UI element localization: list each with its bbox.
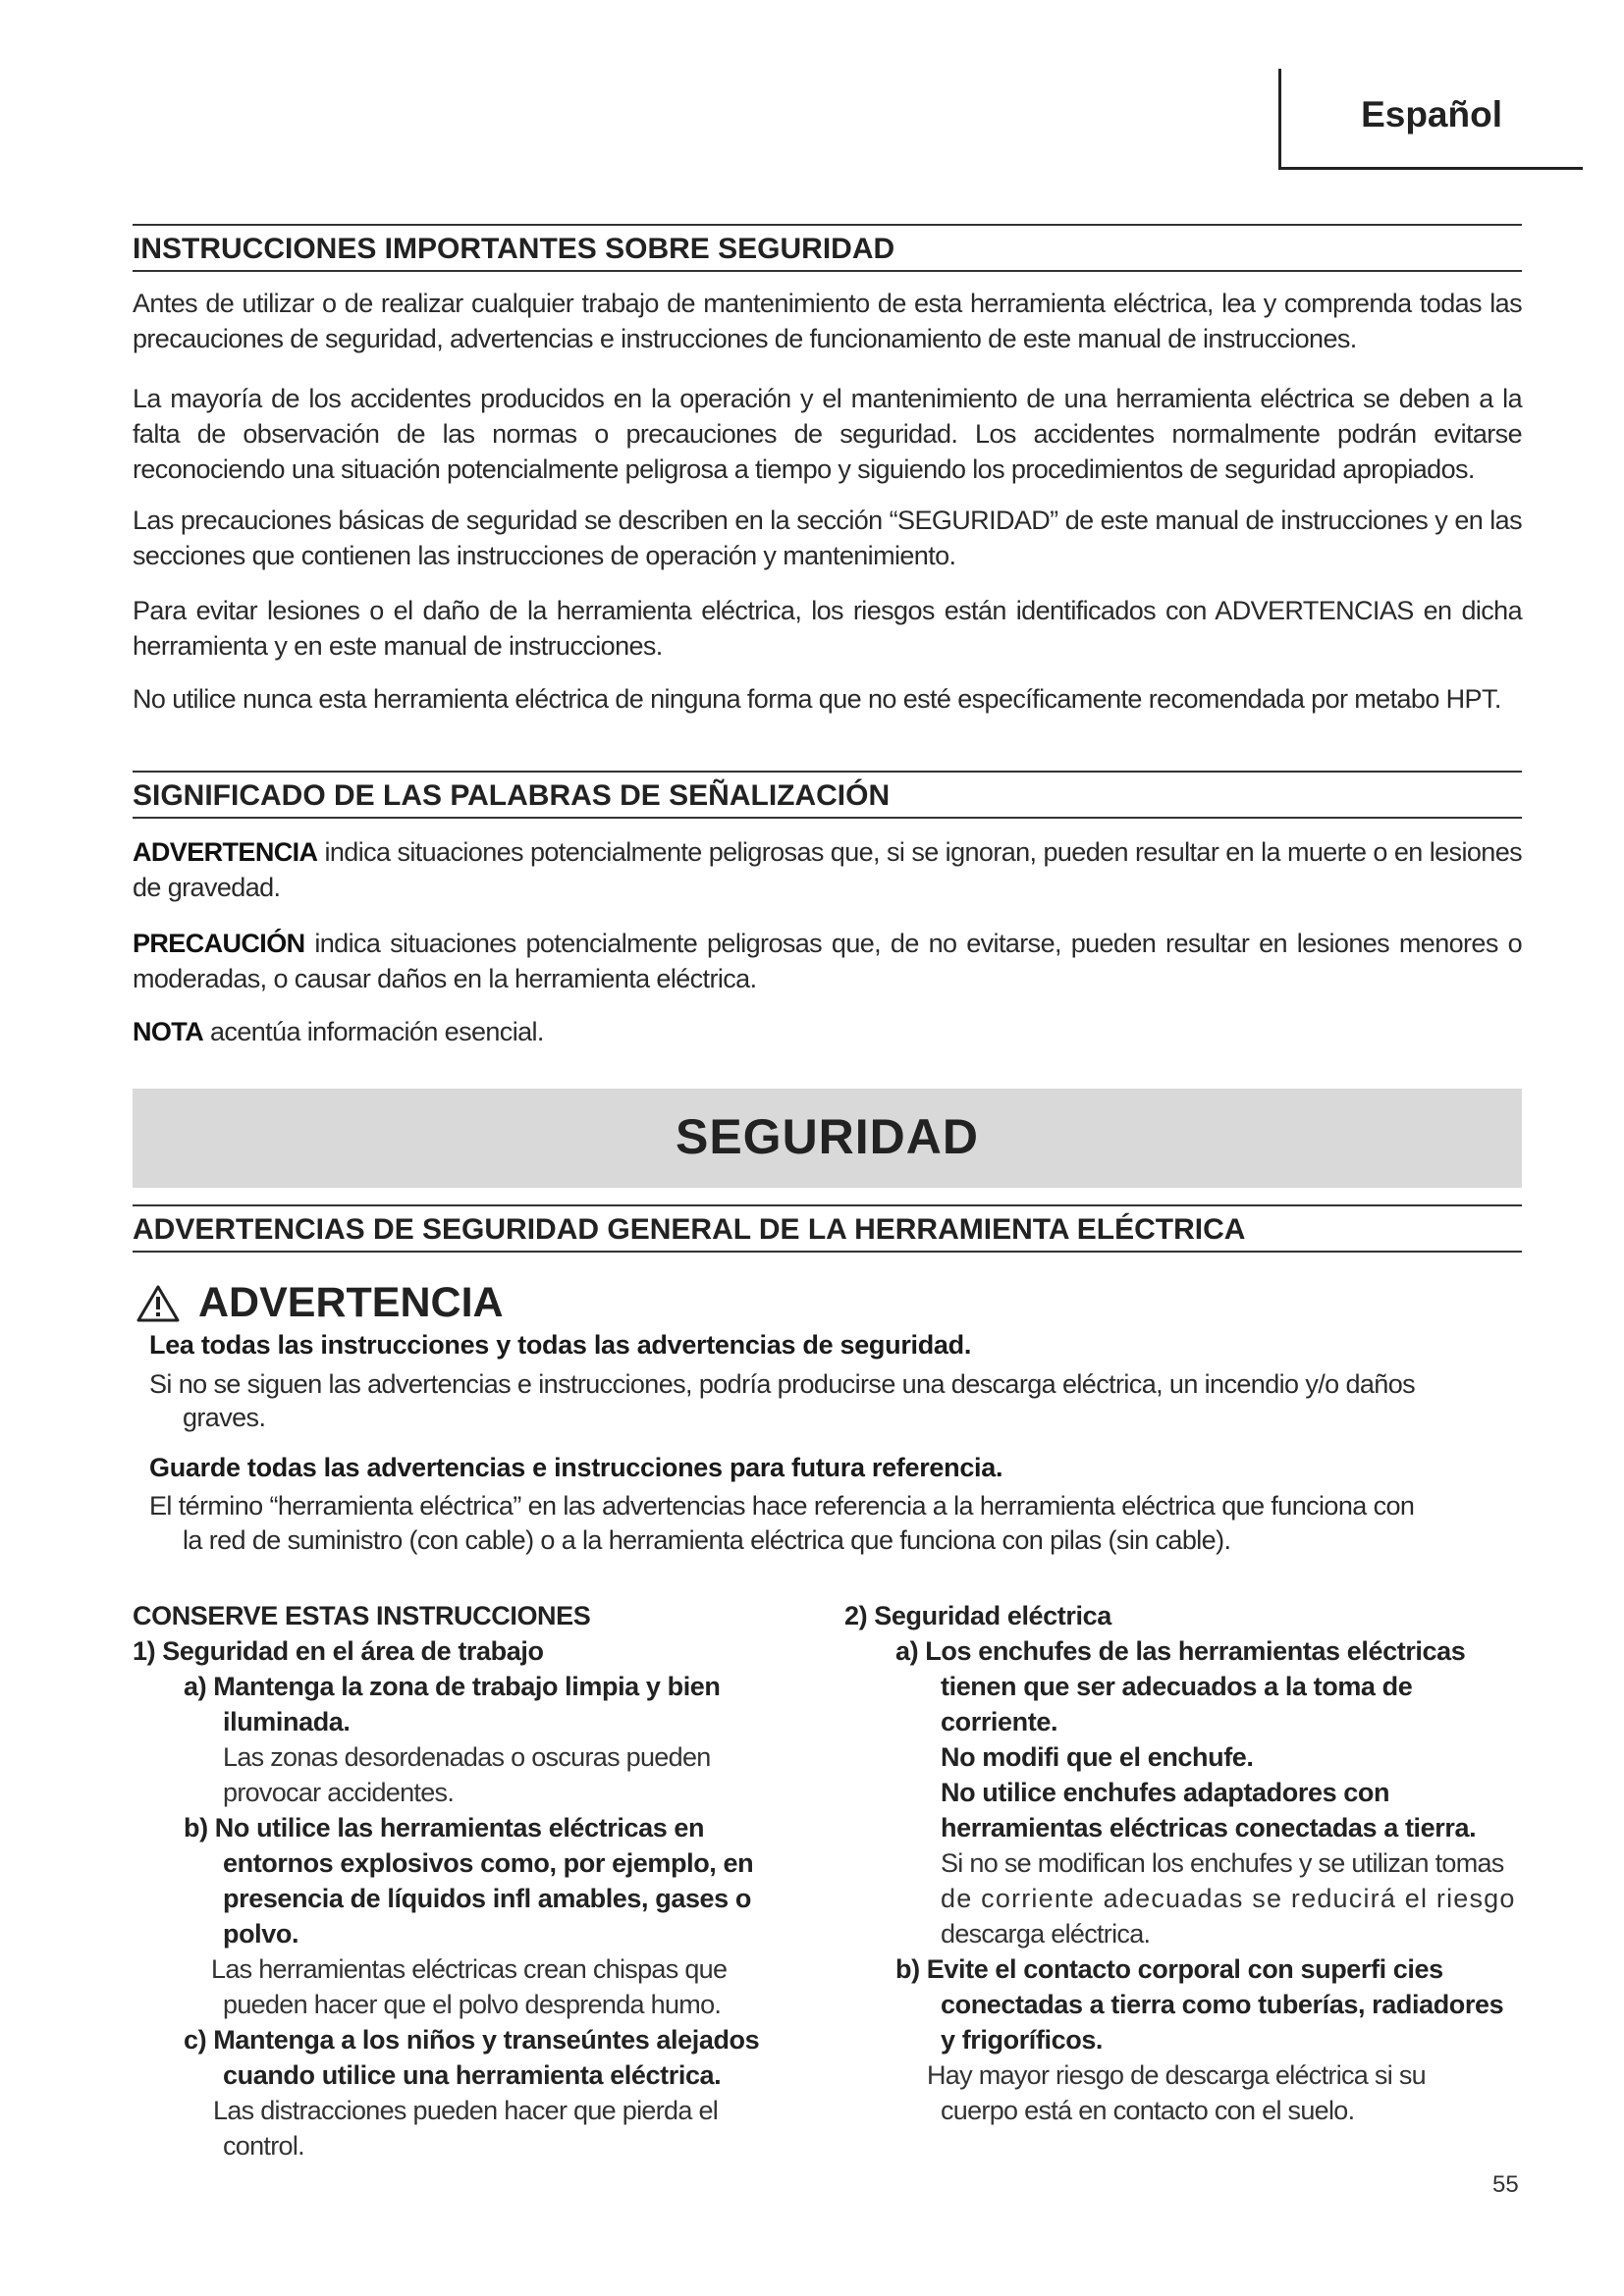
item-a-heading-line1: a) Mantenga la zona de trabajo limpia y bien xyxy=(184,1672,721,1701)
definition-precaucion: indica situaciones potencialmente peligrosas que, de no evitarse, pueden resultar en lesiones menores o moderadas, o causar daños en la herramienta eléctrica. xyxy=(133,929,1522,993)
item2-b-heading-line1: b) Evite el contacto corporal con superfi cies xyxy=(895,1954,1443,1984)
item-b-heading-line2: entornos explosivos como, por ejemplo, en xyxy=(223,1848,754,1878)
item2-a-text-line1: Si no se modifican los enchufes y se utilizan tomas xyxy=(941,1848,1504,1878)
term-precaucion: PRECAUCIÓN xyxy=(133,929,305,958)
item2-b-text-line1: Hay mayor riesgo de descarga eléctrica si su xyxy=(927,2060,1426,2090)
term-advertencia: ADVERTENCIA xyxy=(133,837,318,867)
warning-triangle-icon xyxy=(135,1284,181,1323)
section-heading-signal-words: SIGNIFICADO DE LAS PALABRAS DE SEÑALIZACIÓN xyxy=(133,771,1522,819)
save-all-warnings: Guarde todas las advertencias e instrucciones para futura referencia. xyxy=(149,1453,1003,1482)
item-b-heading-line1: b) No utilice las herramientas eléctricas en xyxy=(184,1813,705,1842)
page-number: 55 xyxy=(1492,2171,1519,2198)
language-label: Español xyxy=(1361,94,1502,134)
banner-title: SEGURIDAD xyxy=(675,1109,980,1164)
section-heading-important-safety: INSTRUCCIONES IMPORTANTES SOBRE SEGURIDAD xyxy=(133,224,1522,272)
item2-a-heading-line4: No modifi que el enchufe. xyxy=(941,1742,1254,1772)
paragraph-intro: Antes de utilizar o de realizar cualquier trabajo de mantenimiento de esta herramienta eléctrica, lea y comprenda todas las precauciones de seguridad, advertencias e instrucciones de funcionamiento de este manual de instrucciones. xyxy=(133,289,1522,353)
paragraph-advertencia-definition xyxy=(133,834,1522,905)
read-all-instructions: Lea todas las instrucciones y todas las advertencias de seguridad. xyxy=(149,1330,972,1360)
paragraph-basic-precautions: Las precauciones básicas de seguridad se describen en la sección “SEGURIDAD” de este manual de instrucciones y en las secciones que contienen las instrucciones de operación y mantenimiento. xyxy=(133,506,1522,570)
item-c-heading-line2: cuando utilice una herramienta eléctrica. xyxy=(223,2060,722,2090)
paragraph-avoid-injury: Para evitar lesiones o el daño de la herramienta eléctrica, los riesgos están identificados con ADVERTENCIAS en dicha herramienta y en este manual de instrucciones. xyxy=(133,596,1522,661)
item-c-text-line1: Las distracciones pueden hacer que pierda el xyxy=(213,2096,719,2125)
read-all-text-line1: Si no se siguen las advertencias e instrucciones, podría producirse una descarga eléctrica, un incendio y/o daños xyxy=(149,1369,1416,1399)
item2-a-heading-line5: No utilice enchufes adaptadores con xyxy=(941,1778,1390,1807)
section-heading-general-warnings: ADVERTENCIAS DE SEGURIDAD GENERAL DE LA HERRAMIENTA ELÉCTRICA xyxy=(133,1204,1522,1253)
item2-a-heading-line1: a) Los enchufes de las herramientas eléctricas xyxy=(895,1636,1466,1666)
term-nota: NOTA xyxy=(133,1017,204,1046)
item-a-text-line2: provocar accidentes. xyxy=(223,1778,455,1807)
item-a-text-line1: Las zonas desordenadas o oscuras pueden xyxy=(223,1742,711,1772)
item-electrical-safety: 2) Seguridad eléctrica xyxy=(844,1601,1111,1630)
item-c-text-line2: control. xyxy=(223,2131,304,2161)
item-b-text-line2: pueden hacer que el polvo desprenda humo. xyxy=(223,1990,722,2019)
item-work-area-safety: 1) Seguridad en el área de trabajo xyxy=(133,1636,544,1666)
definition-advertencia: indica situaciones potencialmente peligrosas que, si se ignoran, pueden resultar en la muerte o en lesiones de gravedad. xyxy=(133,837,1523,902)
item2-a-heading-line3: corriente. xyxy=(941,1707,1058,1736)
item2-a-text-line2: de corriente adecuadas se reducirá el riesgo xyxy=(941,1884,1516,1913)
item-c-heading-line1: c) Mantenga a los niños y transeúntes alejados xyxy=(184,2025,760,2055)
item-a-heading-line2: iluminada. xyxy=(223,1707,351,1736)
left-column xyxy=(133,1598,820,2163)
paragraph-precaucion-definition xyxy=(133,926,1522,996)
item2-a-heading-line2: tienen que ser adecuados a la toma de xyxy=(941,1672,1413,1701)
seguridad-banner xyxy=(133,1089,1522,1188)
paragraph-nota-definition xyxy=(133,1014,1522,1049)
paragraph-accidents: La mayoría de los accidentes producidos en la operación y el mantenimiento de una herramienta eléctrica se deben a la falta de observación de las normas o precauciones de seguridad. Los accidentes normalmente podrán evitarse reconociendo una situación potencialmente peligrosa a tiempo y siguiendo los procedimientos de seguridad apropiados. xyxy=(133,384,1522,484)
item-b-text-line1: Las herramientas eléctricas crean chispas que xyxy=(211,1954,728,1984)
item2-a-heading-line6: herramientas eléctricas conectadas a tierra. xyxy=(941,1813,1477,1842)
paragraph-recommended-use: No utilice nunca esta herramienta eléctrica de ninguna forma que no esté específicamente recomendada por metabo HPT. xyxy=(133,684,1501,714)
definition-nota: acentúa información esencial. xyxy=(210,1017,544,1046)
conserve-heading: CONSERVE ESTAS INSTRUCCIONES xyxy=(133,1601,591,1630)
item-b-heading-line4: polvo. xyxy=(223,1919,299,1949)
item-b-heading-line3: presencia de líquidos infl amables, gases o xyxy=(223,1884,751,1913)
item2-b-heading-line3: y frigoríficos. xyxy=(941,2025,1104,2055)
language-tab xyxy=(1278,69,1583,170)
item2-b-text-line2: cuerpo está en contacto con el suelo. xyxy=(941,2096,1355,2125)
save-all-text-line1: El término “herramienta eléctrica” en las advertencias hace referencia a la herramienta eléctrica que funciona con xyxy=(149,1491,1415,1521)
warning-heading xyxy=(135,1279,504,1327)
item2-a-text-line3: descarga eléctrica. xyxy=(941,1919,1151,1949)
item2-b-heading-line2: conectadas a tierra como tuberías, radiadores xyxy=(941,1990,1504,2019)
right-column xyxy=(844,1598,1591,2128)
warning-title: ADVERTENCIA xyxy=(198,1279,504,1326)
save-all-text-line2: la red de suministro (con cable) o a la herramienta eléctrica que funciona con pilas (sin cable). xyxy=(183,1525,1231,1555)
read-all-text-line2: graves. xyxy=(183,1403,266,1432)
